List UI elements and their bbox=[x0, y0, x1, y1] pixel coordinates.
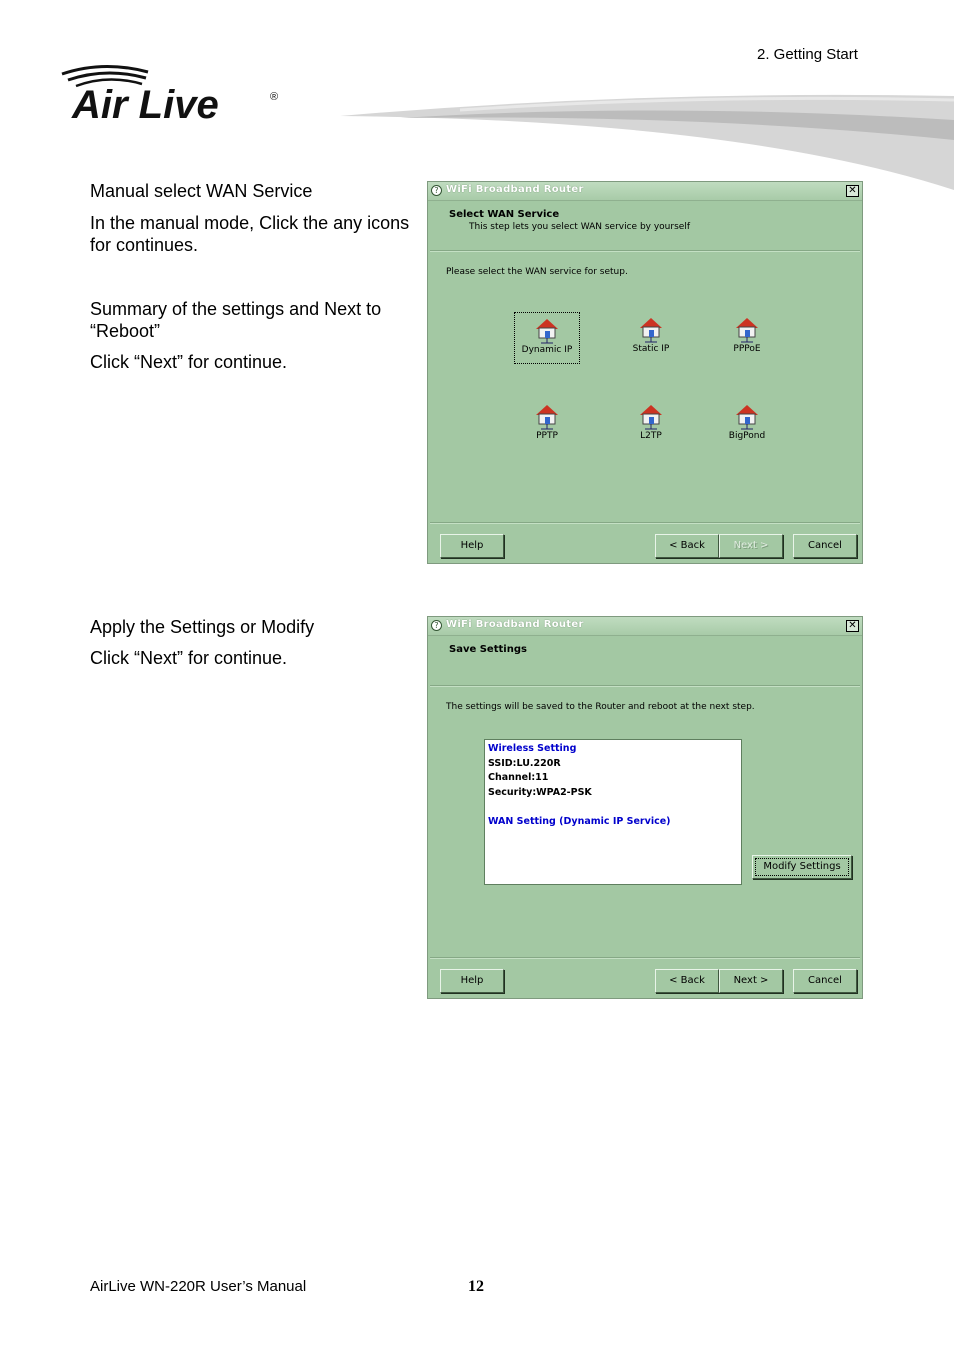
divider bbox=[430, 685, 860, 687]
footer-manual-title: AirLive WN-220R User’s Manual bbox=[90, 1278, 307, 1295]
select-wan-dialog bbox=[427, 181, 863, 564]
section-apply-title: Apply the Settings or Modify bbox=[90, 617, 315, 637]
divider bbox=[430, 957, 860, 959]
save-settings-dialog bbox=[427, 616, 863, 999]
step-heading: Select WAN Service bbox=[449, 209, 560, 220]
next-button[interactable]: Next > bbox=[719, 969, 783, 993]
app-icon: ? bbox=[431, 620, 442, 631]
service-dynamic-ip[interactable] bbox=[514, 312, 580, 364]
airlive-logo bbox=[58, 60, 288, 130]
service-label: Dynamic IP bbox=[521, 345, 573, 355]
house-network-icon bbox=[637, 315, 665, 343]
wan-setting-heading: WAN Setting (Dynamic IP Service) bbox=[488, 815, 671, 827]
section-wan-body: In the manual mode, Click the any icons for continues. bbox=[90, 213, 410, 255]
save-prompt: The settings will be saved to the Router and reboot at the next step. bbox=[446, 702, 755, 712]
dialog-titlebar[interactable] bbox=[428, 182, 862, 201]
service-label: PPPoE bbox=[733, 344, 761, 354]
help-button[interactable]: Help bbox=[440, 969, 504, 993]
divider bbox=[430, 522, 860, 524]
ssid-line: SSID:LU.220R bbox=[488, 757, 561, 769]
close-icon[interactable]: ✕ bbox=[846, 620, 859, 632]
app-icon: ? bbox=[431, 185, 442, 196]
dialog-titlebar[interactable] bbox=[428, 617, 862, 636]
step-subheading: This step lets you select WAN service by yourself bbox=[469, 222, 690, 232]
cancel-button[interactable]: Cancel bbox=[793, 534, 857, 558]
section-apply-body: Click “Next” for continue. bbox=[90, 648, 288, 668]
house-network-icon bbox=[733, 315, 761, 343]
service-static-ip[interactable] bbox=[618, 312, 684, 364]
cancel-button[interactable]: Cancel bbox=[793, 969, 857, 993]
select-prompt: Please select the WAN service for setup. bbox=[446, 267, 628, 277]
logo-arcs-icon bbox=[58, 60, 288, 130]
service-label: PPTP bbox=[536, 431, 558, 441]
modify-settings-button[interactable]: Modify Settings bbox=[752, 855, 852, 879]
house-network-icon bbox=[637, 402, 665, 430]
channel-line: Channel:11 bbox=[488, 772, 549, 783]
service-label: Static IP bbox=[632, 344, 670, 354]
back-button[interactable]: < Back bbox=[655, 969, 719, 993]
logo-wordmark: Air Live bbox=[72, 83, 219, 127]
service-pptp[interactable] bbox=[514, 399, 580, 451]
service-label: BigPond bbox=[728, 431, 766, 441]
window-title: WiFi Broadband Router bbox=[446, 619, 584, 630]
section-summary-body: Click “Next” for continue. bbox=[90, 352, 288, 372]
help-button[interactable]: Help bbox=[440, 534, 504, 558]
page-number: 12 bbox=[468, 1278, 484, 1295]
back-button[interactable]: < Back bbox=[655, 534, 719, 558]
house-network-icon bbox=[533, 316, 561, 344]
wireless-setting-heading: Wireless Setting bbox=[488, 743, 577, 754]
service-label: L2TP bbox=[640, 431, 662, 441]
chapter-title: 2. Getting Start bbox=[757, 46, 858, 63]
house-network-icon bbox=[533, 402, 561, 430]
section-wan-title: Manual select WAN Service bbox=[90, 181, 313, 201]
divider bbox=[430, 250, 860, 252]
settings-summary-box[interactable] bbox=[484, 739, 742, 885]
house-network-icon bbox=[733, 402, 761, 430]
security-line: Security:WPA2-PSK bbox=[488, 786, 592, 798]
window-title: WiFi Broadband Router bbox=[446, 184, 584, 195]
service-pppoe[interactable] bbox=[714, 312, 780, 364]
next-button[interactable]: Next > bbox=[719, 534, 783, 558]
service-bigpond[interactable] bbox=[714, 399, 780, 451]
service-l2tp[interactable] bbox=[618, 399, 684, 451]
section-summary-title: Summary of the settings and Next to “Reboot” bbox=[90, 299, 382, 341]
step-heading: Save Settings bbox=[449, 644, 527, 655]
registered-mark: ® bbox=[270, 91, 279, 103]
close-icon[interactable]: ✕ bbox=[846, 185, 859, 197]
spacer bbox=[488, 800, 738, 815]
